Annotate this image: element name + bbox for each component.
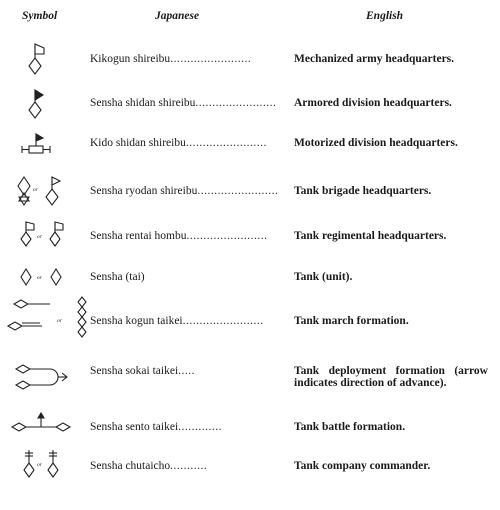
japanese-term: Sensha sento taikei xyxy=(90,421,179,433)
english-term: Tank brigade headquarters. xyxy=(294,185,432,197)
japanese-term: Sensha (tai) xyxy=(90,271,145,283)
japanese-term: Sensha kogun taikei xyxy=(90,315,183,327)
japanese-term: Kido shidan shireibu xyxy=(90,137,186,149)
english-term: Tank company commander. xyxy=(294,460,431,472)
symbol-column-header: Symbol xyxy=(22,10,58,22)
english-term: Tank battle formation. xyxy=(294,421,406,433)
tank-deployment-formation-symbol xyxy=(0,355,90,415)
japanese-term: Sensha sokai taikei xyxy=(90,365,179,377)
english-term: Tank march formation. xyxy=(294,315,409,327)
english-column-header: English xyxy=(366,10,404,22)
japanese-term: Sensha ryodan shireibu xyxy=(90,185,198,197)
english-term: Motorized division headquarters. xyxy=(294,137,458,149)
english-term: Tank deployment formation (arrow indicates direction of advance). xyxy=(294,365,488,389)
english-term: Armored division headquarters. xyxy=(294,97,452,109)
tank-march-formation-symbol xyxy=(0,293,90,353)
japanese-column-header: Japanese xyxy=(155,10,200,22)
or-label: or xyxy=(37,234,42,240)
english-term: Tank regimental headquarters. xyxy=(294,230,447,242)
or-label: or xyxy=(37,462,42,468)
japanese-term: Kikogun shireibu xyxy=(90,53,171,65)
or-label: or xyxy=(57,318,62,324)
english-term: Tank (unit). xyxy=(294,271,353,283)
tank-company-commander-symbol xyxy=(0,450,90,510)
japanese-term: Sensha shidan shireibu xyxy=(90,97,196,109)
japanese-term: Sensha rentai hombu xyxy=(90,230,187,242)
or-label: or xyxy=(37,275,42,281)
english-term: Mechanized army headquarters. xyxy=(294,53,455,65)
or-label: or xyxy=(33,187,38,193)
japanese-term: Sensha chutaicho xyxy=(90,460,171,472)
